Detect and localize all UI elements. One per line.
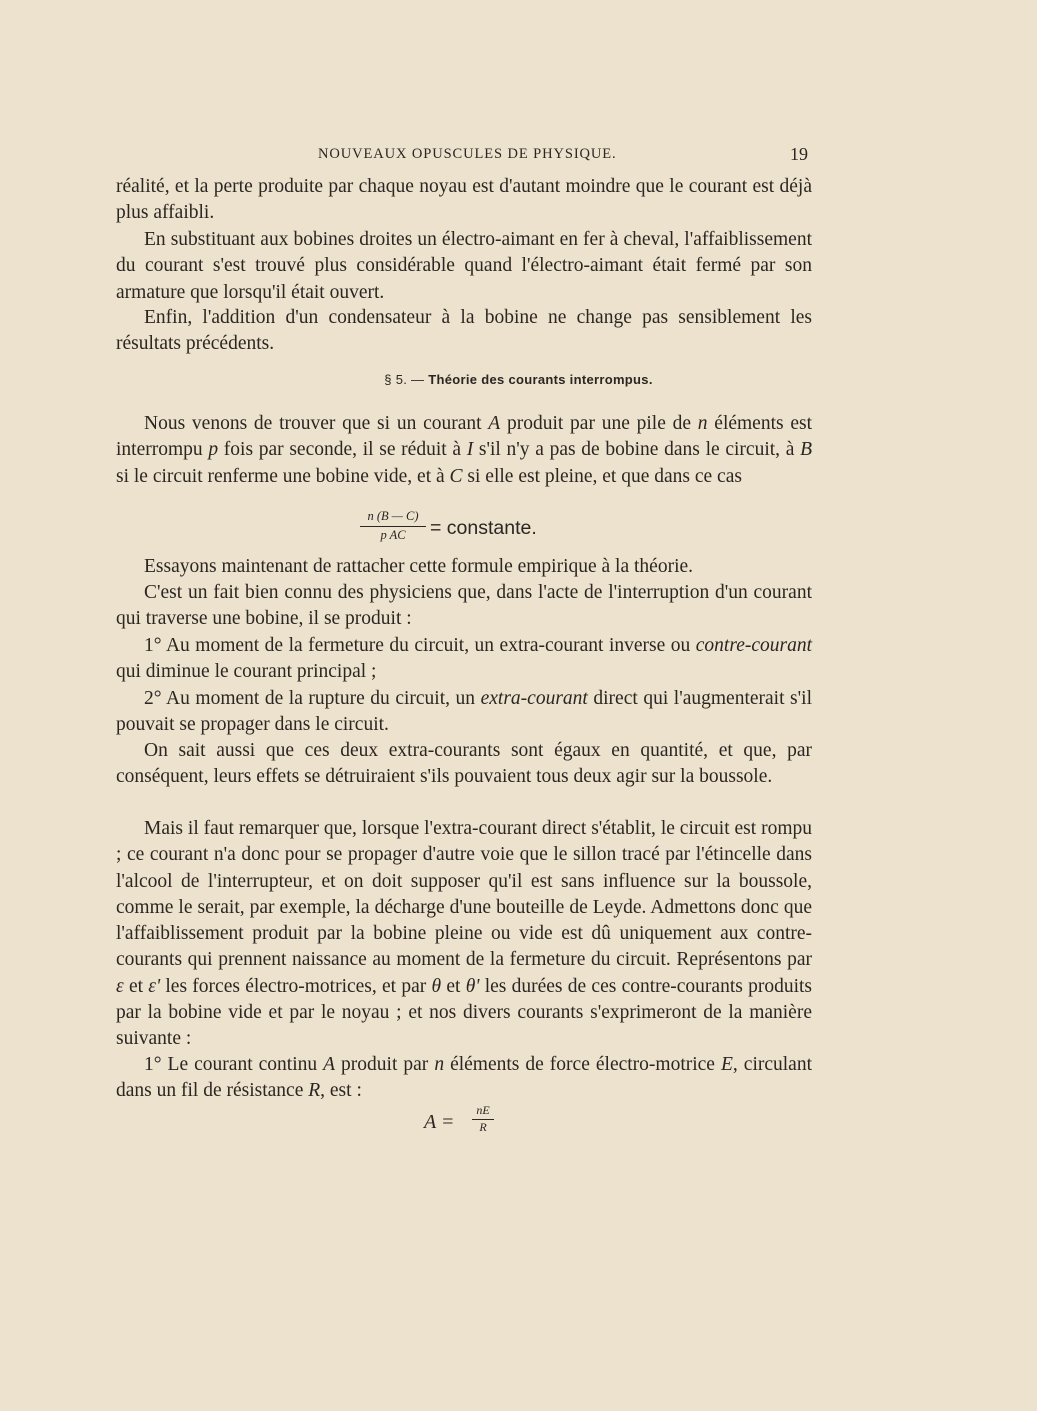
paragraph-essayons: Essayons maintenant de rattacher cette formule empirique à la théorie. — [144, 556, 694, 577]
page-number: 19 — [790, 144, 808, 164]
section-title: Théorie des courants interrompus. — [428, 372, 653, 387]
paragraph-item-2: 2° Au moment de la rupture du circuit, un extra-courant direct qui l'augmenterait s'il pouvait se propager dans le circuit. — [116, 688, 812, 736]
running-head — [0, 146, 1037, 170]
formula-rhs: = constante. — [430, 517, 537, 539]
paragraph-electro-aimant: En substituant aux bobines droites un électro-aimant en fer à cheval, l'affaiblissement du courant s'est trouvé plus considérable quand l'électro-aimant était fermé par son armature que lorsqu'il était ouvert. — [116, 229, 812, 303]
paragraph-fait-connu: C'est un fait bien connu des physiciens que, dans l'acte de l'interruption d'un courant qui traverse une bobine, il se produit : — [116, 582, 812, 630]
formula-A — [424, 1101, 544, 1143]
formula-A-numerator: nE — [472, 1103, 494, 1120]
formula-constante — [360, 509, 620, 553]
paragraph-remarquer: Mais il faut remarquer que, lorsque l'extra-courant direct s'établit, le circuit est rompu ; ce courant n'a donc pour se propager d'autre voie que le sillon tracé par l'étincelle dans l'alcool de l'interrupteur, et on doit supposer qu'il est sans influence sur la boussole, comme le serait, par exemple, la décharge d'une bouteille de Leyde. Admettons donc que l'affaiblissement produit par la bobine pleine ou vide est dû uniquement aux contre-courants qui prennent naissance au moment de la fermeture du circuit. Représentons par ε et ε' les forces électro-motrices, et par θ et θ' les durées de ces contre-courants produits par la bobine vide et par le noyau ; et nos divers courants s'exprimeront de la manière suivante : — [116, 818, 813, 1050]
formula-A-fraction — [472, 1103, 494, 1135]
paragraph-theory-intro: Nous venons de trouver que si un courant A produit par une pile de n éléments est interrompu p fois par seconde, il se réduit à I s'il n'y a pas de bobine dans le circuit, à B si le circuit renferme une bobine vide, et à C si elle est pleine, et que dans ce cas — [116, 413, 813, 487]
formula-numerator: n (B — C) — [360, 509, 426, 527]
formula-denominator: p AC — [380, 528, 406, 542]
paragraph-continuation: réalité, et la perte produite par chaque noyau est d'autant moindre que le courant est déjà plus affaibli. — [116, 176, 812, 224]
formula-A-denominator: R — [479, 1120, 487, 1134]
formula-A-lhs: A = — [424, 1111, 455, 1133]
formula-fraction — [360, 509, 426, 543]
running-head-title: NOUVEAUX OPUSCULES DE PHYSIQUE. — [318, 146, 617, 162]
paragraph-condensateur: Enfin, l'addition d'un condensateur à la bobine ne change pas sensiblement les résultats précédents. — [116, 307, 812, 355]
section-number: § 5. — — [384, 372, 425, 387]
paragraph-courant-continu: 1° Le courant continu A produit par n éléments de force électro-motrice E, circulant dans un fil de résistance R, est : — [116, 1054, 813, 1102]
section-heading — [0, 372, 1037, 387]
paragraph-egaux: On sait aussi que ces deux extra-courants sont égaux en quantité, et que, par conséquent, leurs effets se détruiraient s'ils pouvaient tous deux agir sur la boussole. — [116, 740, 812, 788]
paragraph-item-1: 1° Au moment de la fermeture du circuit, un extra-courant inverse ou contre-courant qui diminue le courant principal ; — [116, 635, 812, 683]
